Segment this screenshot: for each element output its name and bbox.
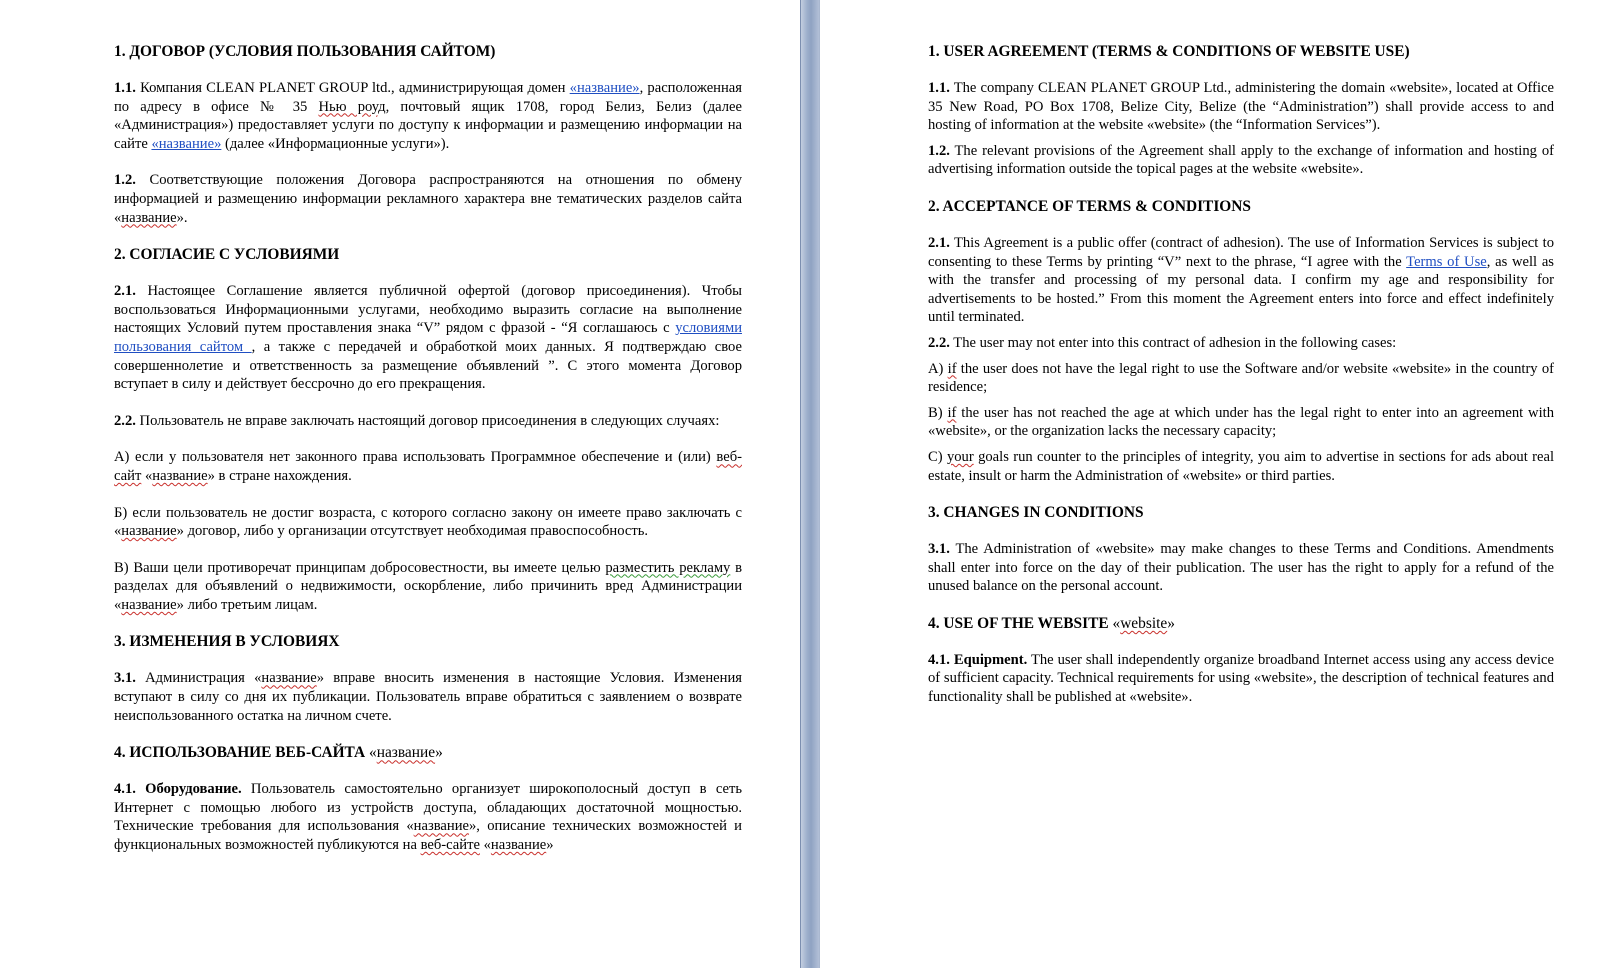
section-heading-1: 1. ДОГОВОР (УСЛОВИЯ ПОЛЬЗОВАНИЯ САЙТОМ) bbox=[114, 43, 496, 60]
clause-2-2: 2.2. Пользователь не вправе заключать настоящий договор присоединения в следующих случаях: bbox=[114, 412, 720, 429]
clause-1-2: 1.2. Соответствующие положения Договора распространяются на отношения по обмену информацией и размещению информации рекламного характера вне тематических разделов сайта «название». bbox=[114, 172, 742, 226]
clause-4-1: 4.1. Оборудование. Пользователь самостоятельно организует широкополосный доступ в сеть Интернет с помощью любого из устройств доступа, обладающих достаточной мощностью. Технические требования для использования «название», описание технических возможностей и функциональных возможностей публикуются на веб-сайте «название» bbox=[114, 781, 742, 854]
clause-2-2: 2.2. The user may not enter into this contract of adhesion in the following cases: bbox=[928, 334, 1397, 351]
russian-document-body bbox=[114, 42, 742, 873]
section-heading-4: 4. ИСПОЛЬЗОВАНИЕ ВЕБ-САЙТА «название» bbox=[114, 744, 443, 762]
english-document-body bbox=[928, 42, 1554, 725]
russian-document-page bbox=[0, 0, 800, 968]
site-link[interactable]: «название» bbox=[151, 135, 222, 152]
terms-of-use-link[interactable]: Terms of Use bbox=[1406, 253, 1487, 270]
clause-2-1: 2.1. This Agreement is a public offer (contract of adhesion). The use of Information Services is subject to consenting to these Terms by printing “V” next to the phrase, “I agree with the Terms of Use, as well as with the transfer and processing of my personal data. I confirm my age and responsibility for advertisements to be hosted.” From this moment the Agreement enters into force and effect indefinitely until terminated. bbox=[928, 234, 1554, 326]
section-heading-3: 3. CHANGES IN CONDITIONS bbox=[928, 504, 1144, 522]
clause-1-1: 1.1. Компания CLEAN PLANET GROUP ltd., администрирующая домен «название», расположенная по адресу в офисе № 35 Нью роуд, почтовый ящик 1708, город Белиз, Белиз (далее «Администрация») предоставляет услуги по доступу к информации и размещению информации на сайте «название» (далее «Информационные услуги»). bbox=[114, 80, 742, 152]
clause-2-1: 2.1. Настоящее Соглашение является публичной офертой (договор присоединения). Чтобы воспользоваться Информационными услугами, необходимо выразить согласие на выполнение настоящих Условий путем проставления знака “V” рядом с фразой - “Я соглашаюсь с условиями пользования сайтом , а также с передачей и обработкой моих данных. Я подтверждаю свое совершеннолетие и ответственность за размещение объявлений ”. С этого момента Договор вступает в силу и действует бессрочно до его прекращения. bbox=[114, 283, 742, 393]
clause-number: 1.1. bbox=[114, 80, 136, 96]
case-c: В) Ваши цели противоречат принципам добросовестности, вы имеете целью разместить рекламу в разделах для объявлений о недвижимости, оскорбление, либо причинить вред Администрации «название» либо третьим лицам. bbox=[114, 559, 742, 613]
case-b: Б) если пользователь не достиг возраста, с которого согласно закону он имеете право заключать с «название» договор, либо у организации отсутствует необходимая правоспособность. bbox=[114, 504, 742, 540]
section-heading-4: 4. USE OF THE WEBSITE «website» bbox=[928, 614, 1175, 632]
case-a: A) if the user does not have the legal right to use the Software and/or website «website» in the country of residence; bbox=[928, 360, 1554, 396]
clause-3-1: 3.1. The Administration of «website» may make changes to these Terms and Conditions. Amendments shall enter into force on the day of their publication. The user has the right to apply for a refund of the unused balance on the personal account. bbox=[928, 541, 1554, 595]
english-document-page bbox=[820, 0, 1606, 968]
case-a: А) если у пользователя нет законного права использовать Программное обеспечение и (или) веб-сайт «название» в стране нахождения. bbox=[114, 449, 742, 484]
spellcheck-word: Нью роуд bbox=[318, 98, 386, 115]
section-heading-2: 2. ACCEPTANCE OF TERMS & CONDITIONS bbox=[928, 197, 1251, 215]
clause-4-1: 4.1. Equipment. The user shall independently organize broadband Internet access using any access device of sufficient capacity. Technical requirements for using «website», the description of technical features and functionality shall be published at «website». bbox=[928, 651, 1554, 706]
page-divider bbox=[800, 0, 820, 968]
clause-1-1: 1.1. The company CLEAN PLANET GROUP Ltd., administering the domain «website», located at Office 35 New Road, PO Box 1708, Belize City, Belize (the “Administration”) shall provide access to and hosting of information at the website «website» (the “Information Services”). bbox=[928, 80, 1554, 134]
section-heading-1: 1. USER AGREEMENT (TERMS & CONDITIONS OF WEBSITE USE) bbox=[928, 43, 1410, 60]
section-heading-2: 2. СОГЛАСИЕ С УСЛОВИЯМИ bbox=[114, 246, 340, 264]
case-b: B) if the user has not reached the age at which under has the legal right to enter into an agreement with «website», or the organization lacks the necessary capacity; bbox=[928, 404, 1555, 440]
site-link[interactable]: «название» bbox=[569, 80, 640, 96]
grammar-check-phrase: разместить рекламу bbox=[605, 559, 731, 576]
case-c: C) your goals run counter to the principles of integrity, you aim to advertise in sections for ads about real estate, insult or harm the Administration of «website» or third parties. bbox=[928, 448, 1554, 484]
section-heading-3: 3. ИЗМЕНЕНИЯ В УСЛОВИЯХ bbox=[114, 633, 340, 651]
clause-3-1: 3.1. Администрация «название» вправе вносить изменения в настоящие Условия. Изменения вступают в силу со дня их публикации. Пользователь вправе обратиться с заявлением о возврате неиспользованного остатка на личном счете. bbox=[114, 670, 742, 724]
terms-of-use-link[interactable]: условиями пользования сайтом bbox=[114, 320, 742, 355]
clause-1-2: 1.2. The relevant provisions of the Agreement shall apply to the exchange of information and hosting of advertising information outside the topical pages at the website «website». bbox=[928, 142, 1554, 178]
